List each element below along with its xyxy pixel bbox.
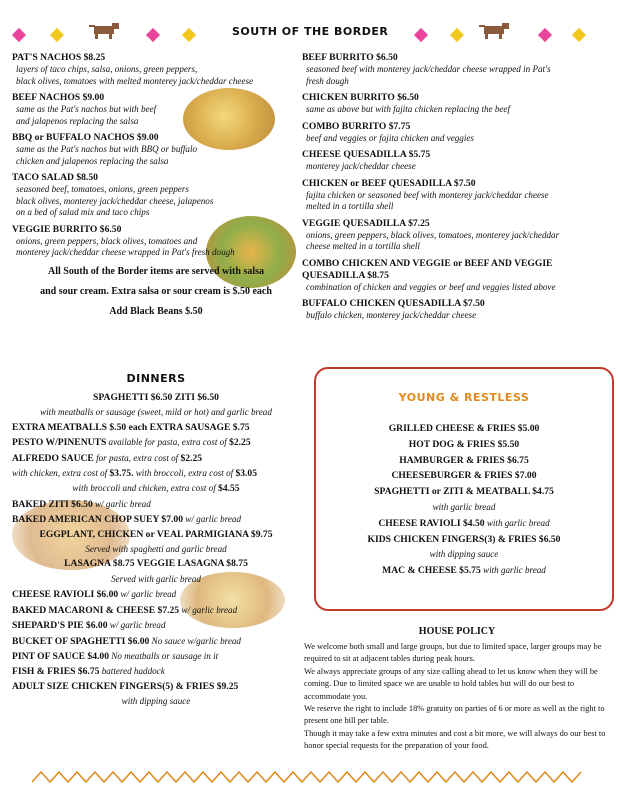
menu-line <box>316 468 612 484</box>
south-right-column <box>302 52 607 327</box>
menu-line-name: CHEESE RAVIOLI $4.50 <box>378 517 485 529</box>
menu-line-name: BUCKET OF SPAGHETTI $6.00 <box>12 635 150 647</box>
menu-item-name: CHEESE QUESADILLA $5.75 <box>302 149 431 160</box>
menu-item-description: cheese melted in a tortilla shell <box>306 241 420 251</box>
menu-line <box>12 435 300 450</box>
menu-line <box>12 634 300 649</box>
border-note-line: All South of the Border items are served with salsa <box>47 265 264 277</box>
menu-item-description: black olives, tomatoes with melted monterey jack/cheddar cheese <box>16 75 254 86</box>
yellow-diamond-icon <box>572 28 586 42</box>
menu-line-note: with meatballs or sausage (sweet, mild or hot) and garlic bread <box>40 407 272 418</box>
yellow-diamond-icon <box>450 28 464 42</box>
menu-line <box>12 421 300 435</box>
menu-line-name: BAKED ZITI $6.50 <box>12 498 93 510</box>
menu-line-note: with dipping sauce <box>429 549 499 560</box>
menu-line-note: w/ garlic bread <box>107 620 166 631</box>
menu-line <box>12 680 300 694</box>
menu-line <box>12 466 300 481</box>
menu-line-name: MAC & CHEESE $5.75 <box>382 565 481 577</box>
young-restless-list <box>316 421 612 579</box>
menu-line-note: with broccoli, extra cost of <box>133 468 236 479</box>
menu-line <box>12 405 300 420</box>
menu-item-name: BEEF BURRITO $6.50 <box>302 52 398 63</box>
menu-line-name: SPAGHETTI or ZITI & MEATBALL $4.75 <box>374 486 554 498</box>
menu-line-name: $3.75. <box>109 468 134 480</box>
menu-line-note: with dipping sauce <box>121 696 191 707</box>
menu-line-name: $2.25 <box>180 452 203 464</box>
menu-line-name: CHEESEBURGER & FRIES $7.00 <box>391 470 537 482</box>
menu-line <box>12 649 300 664</box>
menu-line-note: w/ garlic bread <box>179 604 238 615</box>
menu-line <box>316 484 612 500</box>
menu-line <box>12 512 300 527</box>
menu-line-name: HOT DOG & FRIES $5.50 <box>408 438 520 450</box>
menu-line-name: BAKED AMERICAN CHOP SUEY $7.00 <box>12 514 184 526</box>
menu-line <box>12 528 300 542</box>
menu-line-note: No sauce w/garlic bread <box>149 635 241 646</box>
menu-line-name: EXTRA MEATBALLS $.50 each EXTRA SAUSAGE $.75 <box>12 421 250 433</box>
pink-diamond-icon <box>538 28 552 42</box>
menu-item-description: layers of taco chips, salsa, onions, green peppers, <box>16 64 198 74</box>
menu-item-description: same as the Pat's nachos but with beef <box>16 104 157 114</box>
menu-line-note: w/ garlic bread <box>183 514 242 525</box>
menu-item-description: onions, green peppers, black olives, tomatoes, monterey jack/cheddar <box>306 229 560 240</box>
menu-item-description: seasoned beef with monterey jack/cheddar cheese wrapped in Pat's <box>306 64 551 74</box>
menu-item-description: chicken and jalapenos replacing the salsa <box>16 155 169 166</box>
dog-icon <box>88 22 122 40</box>
menu-line-name: PESTO W/PINENUTS <box>12 437 107 449</box>
menu-item-description: and jalapenos replacing the salsa <box>16 115 139 126</box>
menu-line <box>12 391 300 405</box>
menu-item-name: VEGGIE BURRITO $6.50 <box>12 223 122 235</box>
menu-line-name: KIDS CHICKEN FINGERS(3) & FRIES $6.50 <box>367 533 561 545</box>
menu-line-name: CHEESE RAVIOLI $6.00 <box>12 589 119 601</box>
menu-line-name: $2.25 <box>229 437 251 449</box>
menu-item-description: black olives, monterey jack/cheddar cheese, jalapenos <box>16 195 214 206</box>
menu-line-name: ADULT SIZE CHICKEN FINGERS(5) & FRIES $9.25 <box>12 680 239 692</box>
menu-item-name: CHICKEN or BEEF QUESADILLA $7.50 <box>302 177 476 189</box>
menu-item-name: TACO SALAD $8.50 <box>12 172 98 183</box>
menu-line-note: with garlic bread <box>480 565 546 576</box>
pink-diamond-icon <box>12 28 26 42</box>
menu-line-note: with chicken, extra cost of <box>12 468 110 479</box>
menu-line <box>316 453 612 469</box>
menu-line <box>12 694 300 709</box>
menu-line <box>12 572 300 587</box>
dinners-title: DINNERS <box>126 372 186 385</box>
menu-line <box>316 500 612 516</box>
menu-item-description: fresh dough <box>306 75 349 86</box>
menu-line <box>316 437 612 453</box>
menu-line-name: PINT OF SAUCE $4.00 <box>12 650 110 662</box>
menu-item-description: on a bed of salad mix and taco chips <box>16 207 150 217</box>
menu-item-description: same as above but with fajita chicken replacing the beef <box>306 104 510 114</box>
menu-line-name: SPAGHETTI $6.50 ZITI $6.50 <box>93 392 219 403</box>
menu-item-name: QUESADILLA $8.75 <box>302 269 389 281</box>
menu-line <box>12 664 300 679</box>
menu-line-note: w/ garlic bread <box>118 589 177 600</box>
house-policy-paragraph: We always appreciate groups of any size calling ahead to let us know when they will be coming. Due to limited space we are unable to hold tables but will do our best to accommodate you. <box>304 666 598 701</box>
menu-line <box>12 497 300 512</box>
young-restless-box <box>314 367 614 611</box>
menu-item-description: melted in a tortilla shell <box>306 201 394 211</box>
border-note-line: Add Black Beans $.50 <box>109 305 203 317</box>
menu-line-name: BAKED MACARONI & CHEESE $7.25 <box>12 604 180 616</box>
menu-line-name: HAMBURGER & FRIES $6.75 <box>399 454 529 466</box>
menu-line <box>12 481 300 496</box>
menu-line <box>316 421 612 437</box>
menu-item-description: monterey jack/cheddar cheese wrapped in Pat's fresh dough <box>16 247 235 257</box>
menu-line <box>12 587 300 602</box>
menu-item-name: COMBO BURRITO $7.75 <box>302 120 411 132</box>
menu-item-name: COMBO CHICKEN AND VEGGIE or BEEF AND VEGGIE <box>302 257 553 269</box>
menu-line <box>12 542 300 557</box>
dog-icon <box>478 22 512 40</box>
menu-item-description: fajita chicken or seasoned beef with monterey jack/cheddar cheese <box>306 189 549 200</box>
house-policy <box>304 626 610 753</box>
menu-line-name: FISH & FRIES $6.75 <box>12 666 100 678</box>
menu-line-name: EGGPLANT, CHICKEN or VEAL PARMIGIANA $9.75 <box>39 528 273 540</box>
house-policy-title: HOUSE POLICY <box>418 626 496 637</box>
yellow-diamond-icon <box>182 28 196 42</box>
header-banner <box>0 22 618 46</box>
menu-line-note: No meatballs or sausage in it <box>109 650 219 661</box>
menu-line-note: with broccoli and chicken, extra cost of <box>72 483 219 494</box>
menu-line-name: SHEPARD'S PIE $6.00 <box>12 620 108 632</box>
menu-line-name: LASAGNA $8.75 VEGGIE LASAGNA $8.75 <box>64 558 248 570</box>
menu-item-description: combination of chicken and veggies or beef and veggies listed above <box>306 281 556 292</box>
menu-line <box>12 603 300 618</box>
menu-line <box>12 557 300 571</box>
menu-line-name: $4.55 <box>218 483 240 495</box>
house-policy-paragraph: We reserve the right to include 18% gratuity on parties of 6 or more as well as the right to present one bill per table. <box>304 704 605 726</box>
menu-line <box>316 547 612 563</box>
south-left-column <box>12 52 300 320</box>
menu-line-note: for pasta, extra cost of <box>93 452 181 463</box>
menu-line-note: Served with spaghetti and garlic bread <box>85 544 227 555</box>
menu-line <box>316 563 612 579</box>
menu-line <box>316 516 612 532</box>
menu-item-name: BBQ or BUFFALO NACHOS $9.00 <box>12 132 159 143</box>
menu-item-name: BEEF NACHOS $9.00 <box>12 92 105 103</box>
menu-line-note: Served with garlic bread <box>111 573 201 584</box>
menu-item-name: VEGGIE QUESADILLA $7.25 <box>302 217 430 229</box>
young-restless-title: YOUNG & RESTLESS <box>398 391 530 404</box>
menu-line-name: ALFREDO SAUCE <box>12 452 94 464</box>
menu-line <box>316 532 612 548</box>
menu-item-description: seasoned beef, tomatoes, onions, green peppers <box>16 184 189 194</box>
menu-line-name: GRILLED CHEESE & FRIES $5.00 <box>388 423 540 434</box>
menu-item-description: monterey jack/cheddar cheese <box>306 161 416 171</box>
bottom-zigzag-border <box>32 770 586 784</box>
menu-line <box>12 451 300 466</box>
menu-item-name: CHICKEN BURRITO $6.50 <box>302 92 419 103</box>
house-policy-paragraph: We welcome both small and large groups, but due to limited space, larger groups may be required to sit at adjacent tables during peak hours. <box>304 642 602 664</box>
menu-line-name: $3.05 <box>235 468 258 480</box>
menu-line-note: available for pasta, extra cost of <box>106 437 230 448</box>
menu-item-name: PAT'S NACHOS $8.25 <box>12 52 106 63</box>
pink-diamond-icon <box>146 28 160 42</box>
pink-diamond-icon <box>414 28 428 42</box>
menu-line <box>12 618 300 633</box>
border-note-line: and sour cream. Extra salsa or sour cream is $.50 each <box>40 285 272 297</box>
menu-line-note: battered haddock <box>99 666 165 677</box>
menu-item-description: buffalo chicken, monterey jack/cheddar cheese <box>306 310 477 320</box>
menu-line-note: w/ garlic bread <box>92 498 151 509</box>
menu-item-description: same as the Pat's nachos but with BBQ or buffalo <box>16 144 198 154</box>
menu-line-note: with garlic bread <box>432 501 496 512</box>
yellow-diamond-icon <box>50 28 64 42</box>
house-policy-paragraph: Though it may take a few extra minutes and cost a bit more, we will always do our best to honor special requests for the preparation of your food. <box>304 728 606 751</box>
section-title-south: SOUTH OF THE BORDER <box>232 25 389 38</box>
menu-line-note: with garlic bread <box>484 517 550 528</box>
menu-item-description: onions, green peppers, black olives, tomatoes and <box>16 235 198 246</box>
menu-item-description: beef and veggies or fajita chicken and veggies <box>306 132 474 143</box>
menu-item-name: BUFFALO CHICKEN QUESADILLA $7.50 <box>302 298 485 309</box>
dinners-section <box>12 372 300 710</box>
